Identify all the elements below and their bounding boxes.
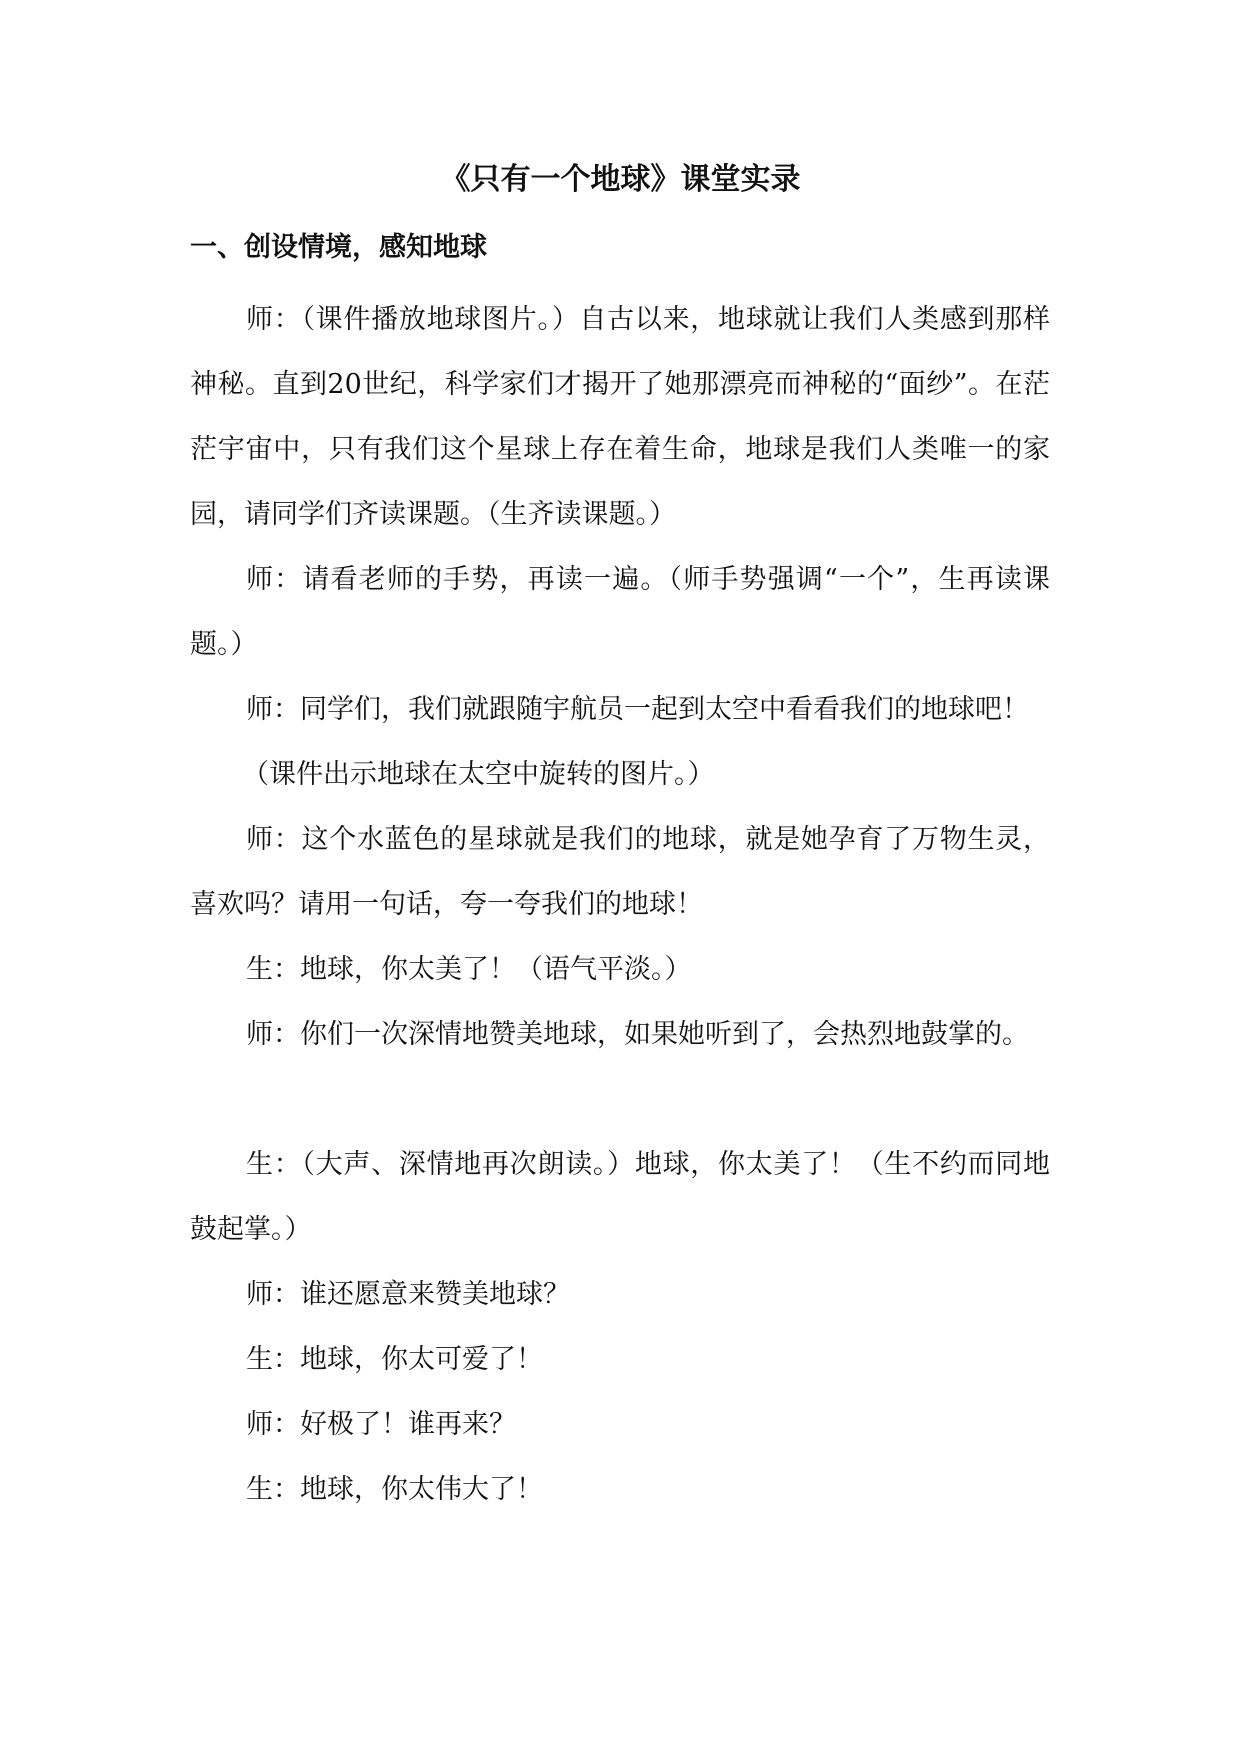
paragraph: 师：（课件播放地球图片。）自古以来，地球就让我们人类感到那样神秘。直到20世纪，科学家们才揭开了她那漂亮而神秘的“面纱”。在茫茫宇宙中，只有我们这个星球上存在着生命，地球是我们人类唯一的家园，请同学们齐读课题。（生齐读课题。） <box>190 304 1050 530</box>
paragraph: 师：同学们，我们就跟随宇航员一起到太空中看看我们的地球吧！ <box>246 694 1029 725</box>
document-title: 《只有一个地球》课堂实录 <box>440 162 801 197</box>
paragraph: 师：你们一次深情地赞美地球，如果她听到了，会热烈地鼓掌的。 <box>246 1019 1029 1050</box>
paragraph: 师：这个水蓝色的星球就是我们的地球，就是她孕育了万物生灵，喜欢吗？请用一句话，夸一夸我们的地球！ <box>190 824 1050 920</box>
document-body <box>190 287 1050 1522</box>
paragraph: 师：好极了！谁再来？ <box>246 1409 516 1440</box>
section-heading: 一、创设情境，感知地球 <box>190 232 487 263</box>
paragraph: 生：地球，你太美了！（语气平淡。） <box>246 954 692 985</box>
paragraph: （课件出示地球在太空中旋转的图片。） <box>242 759 715 790</box>
paragraph: 师：谁还愿意来赞美地球？ <box>246 1279 570 1310</box>
paragraph: 生：地球，你太可爱了！ <box>246 1344 543 1375</box>
paragraph: 生：（大声、深情地再次朗读。）地球，你太美了！（生不约而同地鼓起掌。） <box>190 1149 1050 1245</box>
paragraph: 师：请看老师的手势，再读一遍。（师手势强调“一个”，生再读课题。） <box>190 564 1050 660</box>
paragraph: 生：地球，你太伟大了！ <box>246 1474 543 1505</box>
